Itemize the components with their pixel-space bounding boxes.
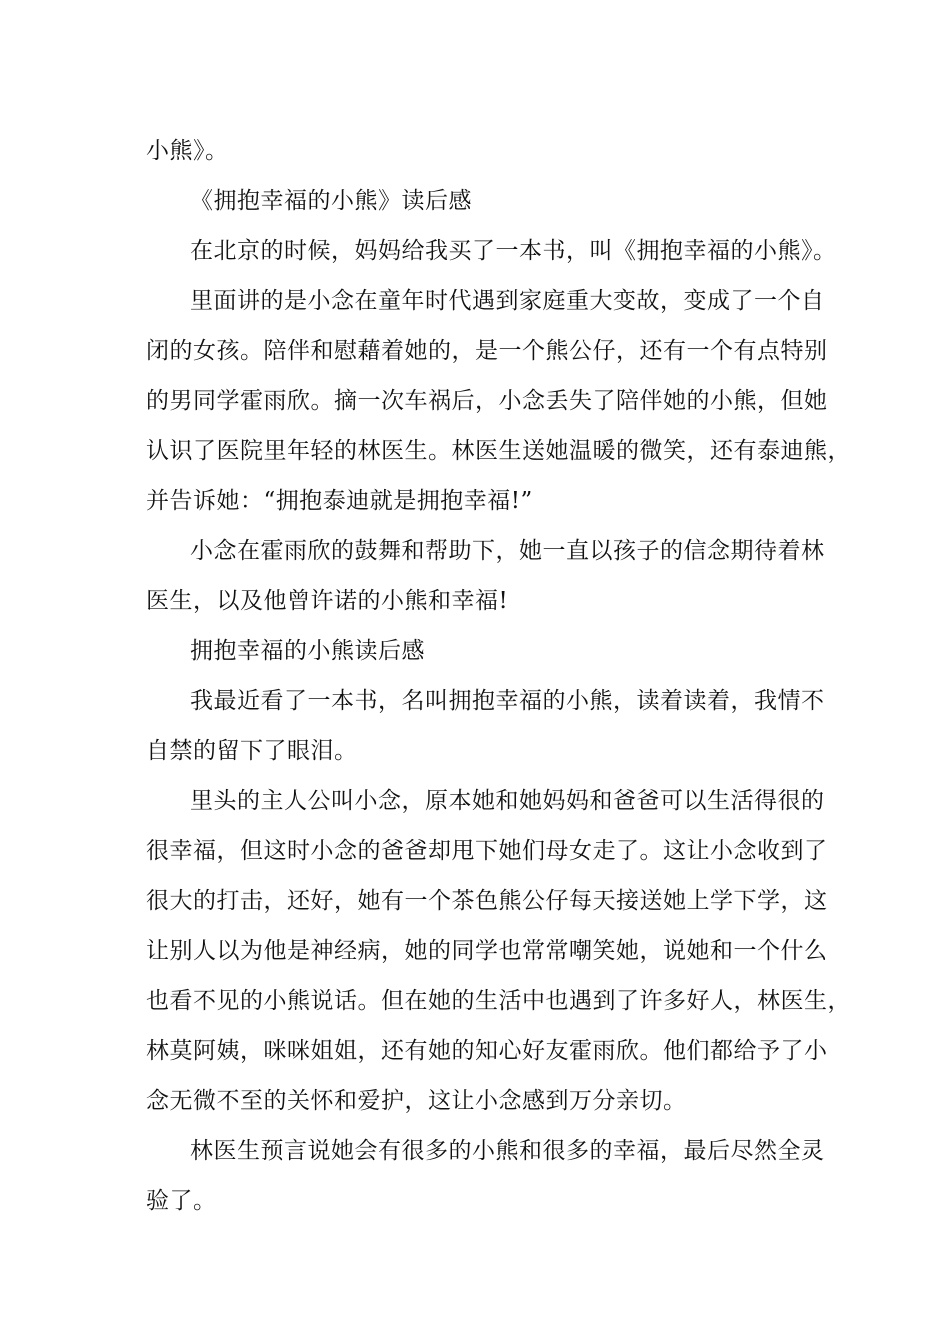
- text-line-13: 自禁的留下了眼泪。: [146, 738, 358, 764]
- text-line-8: 并告诉她：“拥抱泰迪就是拥抱幸福!”: [146, 488, 533, 514]
- text-line-6: 的男同学霍雨欣。摘一次车祸后，小念丢失了陪伴她的小熊，但她: [146, 388, 828, 414]
- text-line-18: 也看不见的小熊说话。但在她的生活中也遇到了许多好人，林医生，: [146, 988, 851, 1014]
- text-line-14: 里头的主人公叫小念，原本她和她妈妈和爸爸可以生活得很的: [190, 788, 825, 814]
- text-line-5: 闭的女孩。陪伴和慰藉着她的，是一个熊公仔，还有一个有点特别: [146, 338, 828, 364]
- text-line-21: 林医生预言说她会有很多的小熊和很多的幸福，最后尽然全灵: [190, 1138, 825, 1164]
- text-line-22: 验了。: [146, 1188, 217, 1214]
- text-line-9: 小念在霍雨欣的鼓舞和帮助下，她一直以孩子的信念期待着林: [190, 538, 825, 564]
- section-heading-2: 拥抱幸福的小熊读后感: [190, 638, 425, 664]
- section-heading-1: 《拥抱幸福的小熊》读后感: [190, 188, 472, 214]
- text-line-1: 小熊》。: [146, 138, 229, 164]
- text-line-4: 里面讲的是小念在童年时代遇到家庭重大变故，变成了一个自: [190, 288, 825, 314]
- text-line-20: 念无微不至的关怀和爱护，这让小念感到万分亲切。: [146, 1088, 687, 1114]
- text-line-12: 我最近看了一本书，名叫拥抱幸福的小熊，读着读着，我情不: [190, 688, 825, 714]
- text-line-19: 林莫阿姨，咪咪姐姐，还有她的知心好友霍雨欣。他们都给予了小: [146, 1038, 828, 1064]
- text-line-10: 医生，以及他曾许诺的小熊和幸福!: [146, 588, 509, 614]
- text-line-17: 让别人以为他是神经病，她的同学也常常嘲笑她，说她和一个什么: [146, 938, 828, 964]
- text-line-15: 很幸福，但这时小念的爸爸却甩下她们母女走了。这让小念收到了: [146, 838, 828, 864]
- text-line-3: 在北京的时候，妈妈给我买了一本书，叫《拥抱幸福的小熊》。: [190, 238, 837, 264]
- text-line-7: 认识了医院里年轻的林医生。林医生送她温暖的微笑，还有泰迪熊，: [146, 438, 851, 464]
- text-line-16: 很大的打击，还好，她有一个茶色熊公仔每天接送她上学下学，这: [146, 888, 828, 914]
